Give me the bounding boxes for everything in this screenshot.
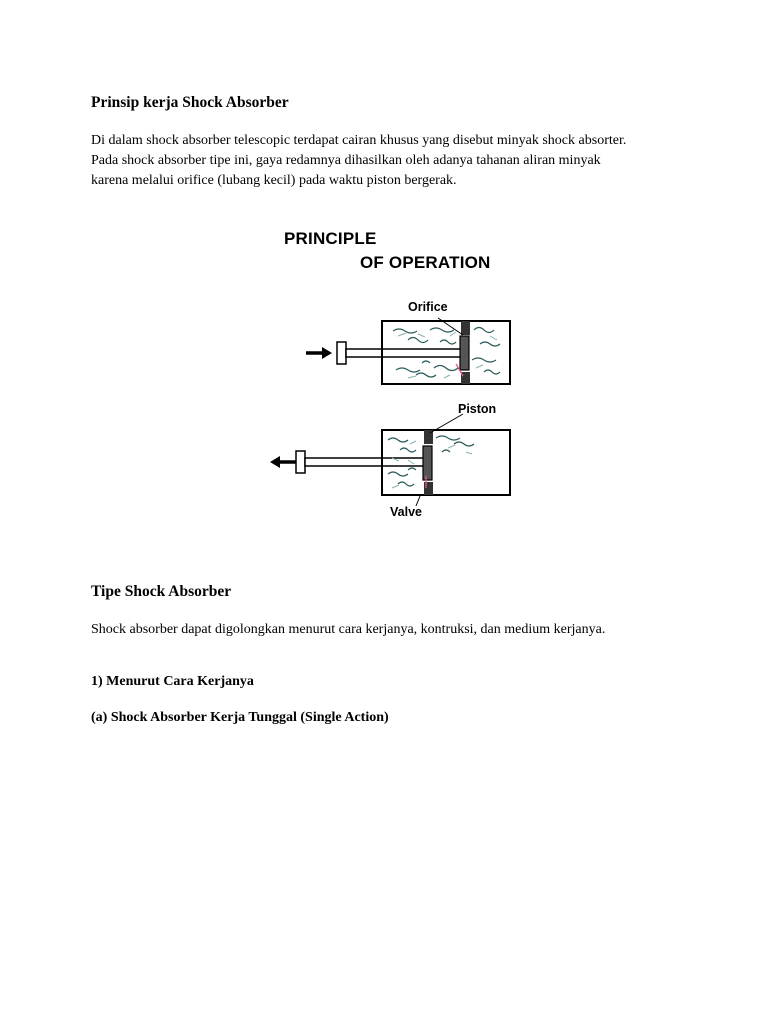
subsection-heading-single-action: (a) Shock Absorber Kerja Tunggal (Single Action) xyxy=(91,710,389,725)
pull-arrow-icon xyxy=(270,456,296,468)
label-piston: Piston xyxy=(458,402,497,416)
subsection-heading-by-operation: 1) Menurut Cara Kerjanya xyxy=(91,674,254,689)
paragraph-line: karena melalui orifice (lubang kecil) pada waktu piston bergerak. xyxy=(91,173,457,188)
label-valve: Valve xyxy=(390,505,422,519)
working-principle-paragraph xyxy=(91,131,691,191)
principle-of-operation-figure xyxy=(258,222,520,526)
paragraph-line: Pada shock absorber tipe ini, gaya redamnya dihasilkan oleh adanya tahanan aliran minyak xyxy=(91,153,601,168)
section-heading-working-principle: Prinsip kerja Shock Absorber xyxy=(91,94,289,111)
paragraph-line: Di dalam shock absorber telescopic terdapat cairan khusus yang disebut minyak shock absorter. xyxy=(91,133,627,148)
section-heading-types: Tipe Shock Absorber xyxy=(91,583,232,600)
push-arrow-icon xyxy=(306,347,332,359)
figure-title-line-1: PRINCIPLE xyxy=(284,229,377,248)
label-orifice: Orifice xyxy=(408,300,448,314)
types-paragraph: Shock absorber dapat digolongkan menurut cara kerjanya, kontruksi, dan medium kerjanya. xyxy=(91,622,606,637)
figure-title-line-2: OF OPERATION xyxy=(360,253,491,272)
